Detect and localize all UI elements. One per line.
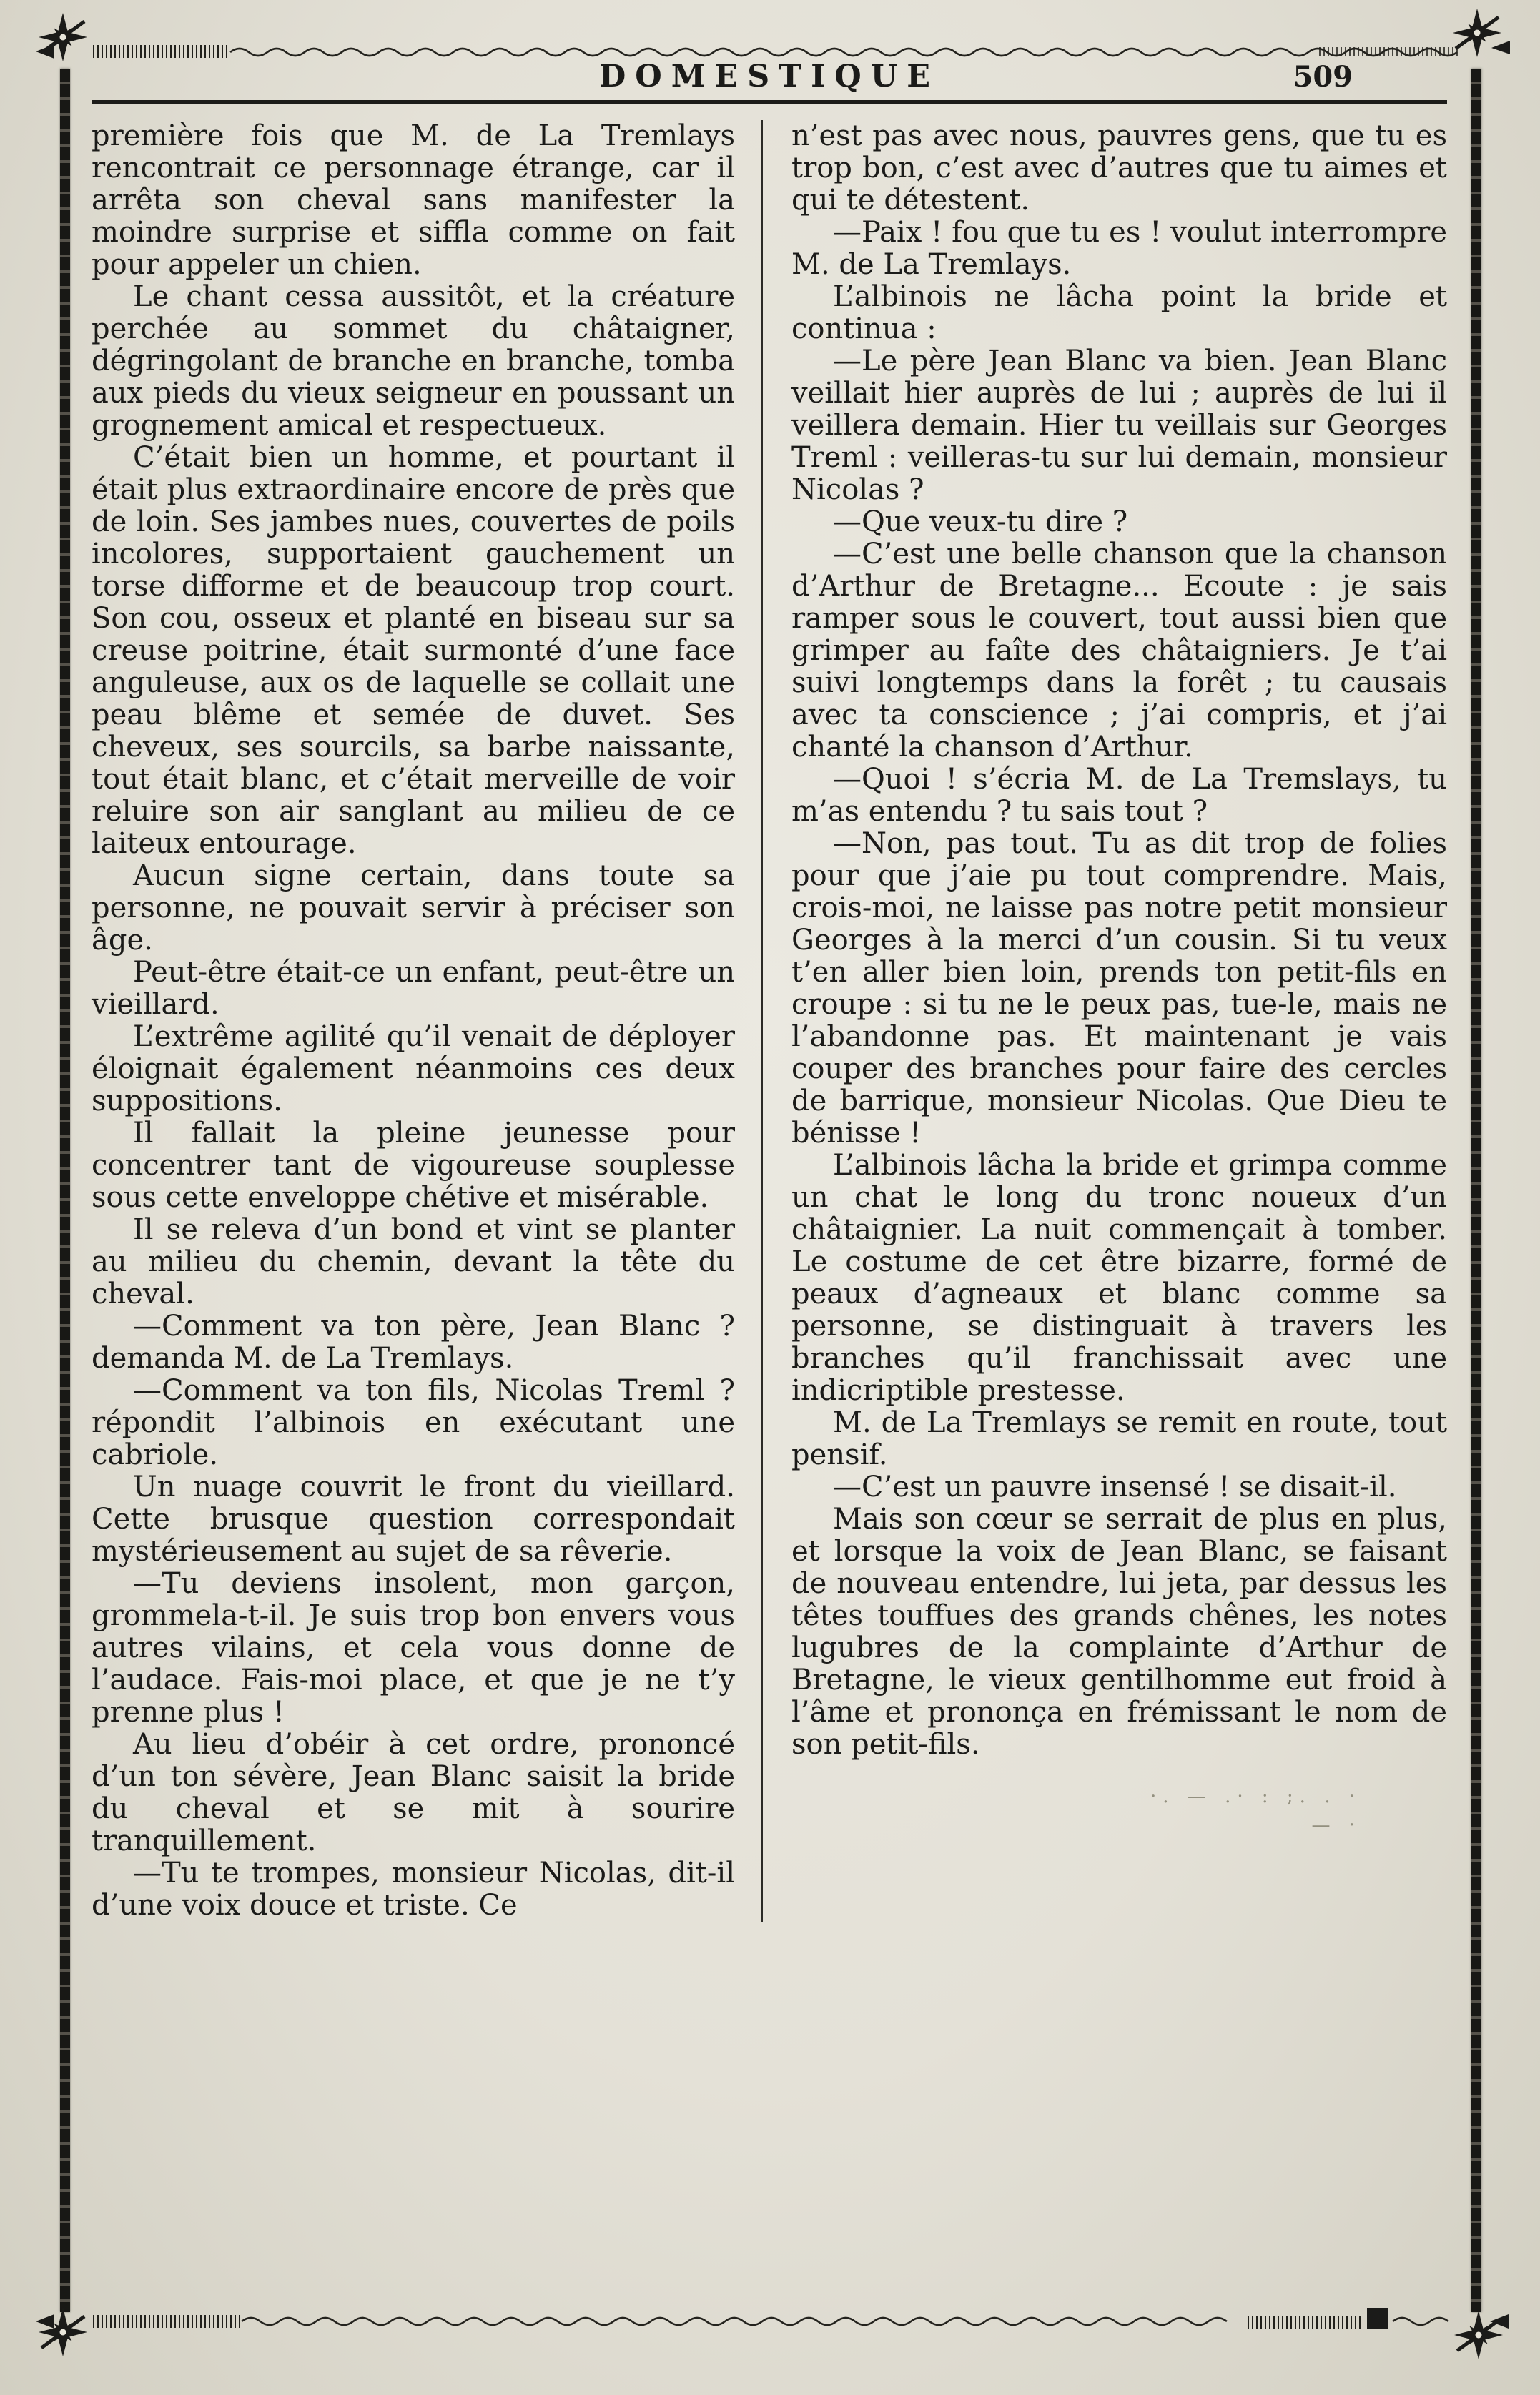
paragraph: Au lieu d’obéir à cet ordre, prononcé d’un ton sévère, Jean Blanc saisit la bride du cheval et se mit à sourire tranquillement. bbox=[92, 1728, 735, 1857]
paragraph: —Comment va ton fils, Nicolas Treml ? répondit l’albinois en exécutant une cabriole. bbox=[92, 1374, 735, 1471]
column-divider bbox=[761, 120, 763, 1922]
stray-mark-line: ·. — .· : ;. . · bbox=[1150, 1786, 1361, 1807]
wavy-rule bbox=[242, 2318, 1227, 2325]
paragraph: Aucun signe certain, dans toute sa personne, ne pouvait servir à préciser son âge. bbox=[92, 859, 735, 957]
paragraph: Il fallait la pleine jeunesse pour concentrer tant de vigoureuse souplesse sous cette enveloppe chétive et misérable. bbox=[92, 1117, 735, 1214]
text-columns bbox=[92, 120, 1447, 1922]
paragraph: Le chant cessa aussitôt, et la créature perchée au sommet du châtaigner, dégringolant de branche en branche, tomba aux pieds du vieux seigneur en poussant un grognement amical et respectueux. bbox=[92, 280, 735, 442]
paragraph: M. de La Tremlays se remit en route, tout pensif. bbox=[791, 1406, 1447, 1471]
corner-ornament-icon bbox=[39, 2308, 87, 2356]
square-ornament-icon bbox=[1367, 2308, 1388, 2329]
paragraph: —Tu deviens insolent, mon garçon, grommela-t-il. Je suis trop bon envers vous autres vilains, et cela vous donne de l’audace. Fais-moi place, et que je ne t’y prenne plus ! bbox=[92, 1567, 735, 1729]
pointer-arrow-icon bbox=[36, 44, 54, 59]
wavy-rule bbox=[230, 49, 1457, 56]
paragraph: —Tu te trompes, monsieur Nicolas, dit-il d’une voix douce et triste. Ce bbox=[92, 1857, 735, 1922]
paragraph: Un nuage couvrit le front du vieillard. Cette brusque question correspondait mystérieusement au sujet de sa rêverie. bbox=[92, 1471, 735, 1568]
paragraph: —Quoi ! s’écria M. de La Tremslays, tu m’as entendu ? tu sais tout ? bbox=[791, 763, 1447, 828]
left-column bbox=[92, 120, 735, 1922]
corner-ornament-icon bbox=[1453, 9, 1501, 57]
paragraph: n’est pas avec nous, pauvres gens, que tu es trop bon, c’est avec d’autres que tu aimes et qui te détestent. bbox=[791, 119, 1447, 217]
running-title: DOMESTIQUE bbox=[598, 59, 940, 94]
paragraph: —Paix ! fou que tu es ! voulut interrompre M. de La Tremlays. bbox=[791, 216, 1447, 281]
pointer-arrow-icon bbox=[36, 2314, 54, 2329]
paragraph: —Non, pas tout. Tu as dit trop de folies pour que j’aie pu tout comprendre. Mais, crois-moi, ne laisse pas notre petit monsieur Georges à la merci d’un cousin. Si tu veux t’en aller bien loin, prends ton petit-fils en croupe : si tu ne le peux pas, tue-le, mais ne l’abandonne pas. Et maintenant je vais couper des branches pour faire des cercles de barrique, monsieur Nicolas. Que Dieu te bénisse ! bbox=[791, 827, 1447, 1150]
paragraph: Il se releva d’un bond et vint se planter au milieu du chemin, devant la tête du cheval. bbox=[92, 1213, 735, 1310]
corner-ornament-icon bbox=[1454, 2311, 1503, 2359]
pointer-arrow-icon bbox=[1490, 2314, 1509, 2329]
paragraph: L’extrême agilité qu’il venait de déployer éloignait également néanmoins ces deux suppositions. bbox=[92, 1020, 735, 1117]
paragraph: —Le père Jean Blanc va bien. Jean Blanc veillait hier auprès de lui ; auprès de lui il veillera demain. Hier tu veillais sur Georges Treml : veilleras-tu sur lui demain, monsieur Nicolas ? bbox=[791, 345, 1447, 506]
stray-mark-line: — · bbox=[1311, 1814, 1361, 1836]
bottom-left-tick-rule bbox=[93, 2315, 240, 2328]
left-border-rule bbox=[60, 69, 70, 2312]
paragraph: Peut-être était-ce un enfant, peut-être un vieillard. bbox=[92, 956, 735, 1021]
paragraph: —C’est une belle chanson que la chanson d’Arthur de Bretagne... Ecoute : je sais ramper sous le couvert, tout aussi bien que grimper au faîte des châtaigniers. Je t’ai suivi longtemps dans la forêt ; tu causais avec ta conscience ; j’ai compris, et j’ai chanté la chanson d’Arthur. bbox=[791, 538, 1447, 764]
pointer-arrow-icon bbox=[1491, 41, 1510, 54]
stray-pencil-marks bbox=[791, 1782, 1447, 1840]
paragraph: L’albinois lâcha la bride et grimpa comme un chat le long du tronc noueux d’un châtaignier. La nuit commençait à tomber. Le costume de cet être bizarre, formé de peaux d’agneaux et blanc comme sa personne, se distinguait à travers les branches qu’il franchissait avec une indicriptible prestesse. bbox=[791, 1149, 1447, 1407]
wavy-rule bbox=[1393, 2318, 1448, 2325]
paragraph: Mais son cœur se serrait de plus en plus, et lorsque la voix de Jean Blanc, se faisant de nouveau entendre, lui jeta, par dessus les têtes touffues des grands chênes, les notes lugubres de la complainte d’Arthur de Bretagne, le vieux gentilhomme eut froid à l’âme et prononça en frémissant le nom de son petit-fils. bbox=[791, 1503, 1447, 1761]
right-border-rule bbox=[1471, 69, 1481, 2312]
right-column bbox=[791, 120, 1447, 1840]
paragraph: L’albinois ne lâcha point la bride et continua : bbox=[791, 280, 1447, 345]
page-header bbox=[92, 59, 1447, 99]
paragraph: —Que veux-tu dire ? bbox=[833, 505, 1128, 538]
paragraph: —Comment va ton père, Jean Blanc ? demanda M. de La Tremlays. bbox=[92, 1310, 735, 1375]
bottom-right-tick-rule bbox=[1248, 2316, 1362, 2329]
top-left-tick-rule bbox=[93, 45, 229, 58]
corner-ornament-icon bbox=[39, 13, 87, 61]
header-rule bbox=[92, 100, 1447, 104]
page-number: 509 bbox=[1293, 60, 1353, 94]
paragraph: première fois que M. de La Tremlays rencontrait ce personnage étrange, car il arrêta son cheval sans manifester la moindre surprise et siffla comme on fait pour appeler un chien. bbox=[92, 119, 735, 281]
top-right-tick-rule bbox=[1319, 47, 1458, 56]
paragraph: —C’est un pauvre insensé ! se disait-il. bbox=[833, 1471, 1397, 1503]
paragraph: C’était bien un homme, et pourtant il était plus extraordinaire encore de près que de loin. Ses jambes nues, couvertes de poils incolores, supportaient gauchement un torse difforme et de beaucoup trop court. Son cou, osseux et planté en biseau sur sa creuse poitrine, était surmonté d’une face anguleuse, aux os de laquelle se collait une peau blême et semée de duvet. Ses cheveux, ses sourcils, sa barbe naissante, tout était blanc, et c’était merveille de voir reluire son air sanglant au milieu de ce laiteux entourage. bbox=[92, 441, 735, 860]
